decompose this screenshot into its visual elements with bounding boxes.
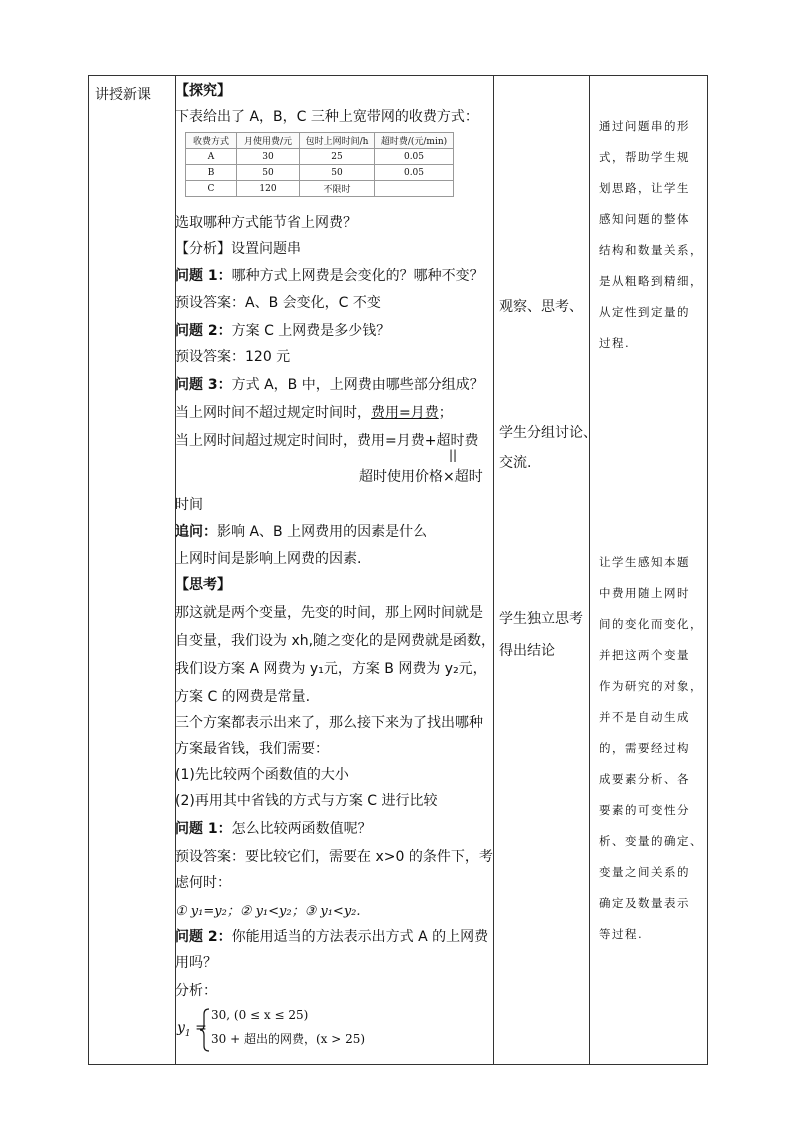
intent-line: 等过程. — [599, 927, 644, 941]
intent-line: 让学生感知本题 — [599, 555, 690, 569]
intent-line: 式，帮助学生规 — [599, 150, 690, 164]
question-label: 问题 1： — [175, 821, 232, 837]
fee-cell: 0.05 — [375, 165, 454, 181]
fee-header-cell: 收费方式 — [186, 133, 237, 149]
question-3 — [175, 374, 484, 394]
question-label: 问题 3： — [175, 377, 232, 393]
lesson-table — [88, 75, 708, 1065]
intent-line: 通过问题串的形 — [599, 119, 690, 133]
intent-line: 作为研究的对象， — [599, 679, 703, 693]
think-line: 我们设方案 A 网费为 y₁元，方案 B 网费为 y₂元， — [175, 661, 487, 677]
think-line: 方案最省钱，我们需要： — [175, 741, 329, 757]
q3-line1-underlined: 费用=月费 — [371, 405, 439, 421]
intent-line: 结构和数量关系， — [599, 243, 703, 257]
question-text: 哪种方式上网费是会变化的？哪种不变？ — [231, 268, 484, 284]
fee-cell: 50 — [300, 165, 375, 181]
fee-table — [185, 132, 454, 197]
q3-condition-4: 时间 — [175, 497, 203, 513]
think-line: (1)先比较两个函数值的大小 — [175, 767, 349, 783]
activity-text: 观察、思考、 — [499, 299, 583, 315]
problem-1-answer: 预设答案：要比较它们，需要在 x>0 的条件下，考 — [175, 849, 493, 865]
formula-case-2: 30 + 超出的网费，(x > 25) — [211, 1032, 366, 1046]
formula-sub: 1 — [184, 1028, 191, 1039]
followup-question — [175, 521, 427, 541]
fee-cell: 30 — [237, 149, 300, 165]
think-line: 方案 C 的网费是常量. — [175, 689, 311, 705]
intent-line: 成要素分析、各 — [599, 772, 690, 786]
intent-line: 从定性到定量的 — [599, 305, 690, 319]
followup-label: 追问： — [175, 524, 217, 540]
brace-icon — [199, 1008, 211, 1052]
fee-header-cell: 包时上网时间/h — [300, 133, 375, 149]
fee-header-cell: 超时费/(元/min) — [375, 133, 454, 149]
problem-2 — [175, 926, 488, 946]
intent-line: 的，需要经过构 — [599, 741, 690, 755]
equals-mark: || — [449, 448, 458, 462]
fee-cell: 120 — [237, 181, 300, 197]
piecewise-formula — [175, 1006, 495, 1056]
column-divider — [493, 76, 494, 1064]
answer-1: 预设答案：A、B 会变化，C 不变 — [175, 295, 381, 311]
intent-line: 划思路，让学生 — [599, 181, 690, 195]
intent-line: 感知问题的整体 — [599, 212, 690, 226]
fee-cell: 0.05 — [375, 149, 454, 165]
answer-2: 预设答案：120 元 — [175, 349, 291, 365]
fee-cell: 不限时 — [300, 181, 375, 197]
intent-line: 变量之间关系的 — [599, 865, 690, 879]
intent-line: 并把这两个变量 — [599, 648, 690, 662]
activity-text: 学生分组讨论、 — [499, 425, 597, 441]
intent-line: 中费用随上网时 — [599, 586, 690, 600]
question-label: 问题 2： — [175, 323, 232, 339]
analysis-label: 分析： — [175, 983, 217, 999]
fee-header-cell: 月使用费/元 — [237, 133, 300, 149]
activity-text: 交流. — [499, 455, 532, 471]
intro-text: 下表给出了 A，B，C 三种上宽带网的收费方式： — [175, 109, 479, 125]
table-row — [186, 181, 454, 197]
formula-case-1: 30, (0 ≤ x ≤ 25) — [211, 1008, 309, 1022]
table-row — [186, 149, 454, 165]
question-text: 你能用适当的方法表示出方式 A 的上网费 — [231, 929, 489, 945]
followup-text: 影响 A、B 上网费用的因素是什么 — [217, 524, 428, 540]
fee-cell — [375, 181, 454, 197]
q3-line1-post: ； — [438, 405, 453, 421]
question-text: 方案 C 上网费是多少钱？ — [231, 323, 391, 339]
question-text: 方式 A，B 中，上网费由哪些部分组成？ — [231, 377, 484, 393]
activity-text: 得出结论 — [499, 643, 555, 659]
fee-cell: B — [186, 165, 237, 181]
question-text: 怎么比较两函数值呢？ — [231, 821, 372, 837]
activity-text: 学生独立思考 — [499, 611, 583, 627]
think-title: 【思考】 — [175, 577, 231, 593]
intent-line: 并不是自动生成 — [599, 710, 690, 724]
question-1 — [175, 265, 484, 285]
think-line: 自变量，我们设为 xh,随之变化的是网费就是函数， — [175, 633, 496, 649]
intent-line: 是从粗略到精细， — [599, 274, 703, 288]
q3-condition-3: 超时使用价格×超时 — [359, 469, 483, 485]
formula-var: y — [177, 1020, 185, 1036]
formula-eq: = — [195, 1020, 207, 1036]
think-line: 三个方案都表示出来了，那么接下来为了找出哪种 — [175, 715, 483, 731]
q3-line1-pre: 当上网时间不超过规定时间时， — [175, 405, 371, 421]
fee-cell: A — [186, 149, 237, 165]
table-row — [186, 165, 454, 181]
intent-line: 要素的可变性分 — [599, 803, 690, 817]
question-2 — [175, 320, 390, 340]
comparison-cases: ① y₁=y₂；② y₁<y₂；③ y₁<y₂. — [175, 904, 361, 919]
stage-label: 讲授新课 — [95, 87, 151, 103]
followup-answer: 上网时间是影响上网费的因素. — [175, 551, 362, 567]
fee-cell: C — [186, 181, 237, 197]
fee-cell: 50 — [237, 165, 300, 181]
intent-line: 间的变化而变化， — [599, 617, 703, 631]
fee-cell: 25 — [300, 149, 375, 165]
think-line: (2)再用其中省钱的方式与方案 C 进行比较 — [175, 793, 438, 809]
problem-1-answer: 虑何时： — [175, 875, 231, 891]
question-label: 问题 1： — [175, 268, 232, 284]
analysis-title: 【分析】设置问题串 — [175, 241, 301, 257]
intent-line: 析、变量的确定、 — [599, 834, 703, 848]
q3-condition-1 — [175, 402, 453, 422]
question-label: 问题 2： — [175, 929, 232, 945]
think-line: 那这就是两个变量，先变的时间，那上网时间就是 — [175, 605, 483, 621]
fee-table-header — [186, 133, 454, 149]
problem-1 — [175, 818, 372, 838]
explore-title: 【探究】 — [175, 83, 231, 99]
column-divider — [589, 76, 590, 1064]
main-question: 选取哪种方式能节省上网费？ — [175, 215, 357, 231]
intent-line: 确定及数量表示 — [599, 896, 690, 910]
q3-condition-2: 当上网时间超过规定时间时，费用=月费+超时费 — [175, 433, 479, 449]
problem-2-cont: 用吗？ — [175, 955, 217, 971]
intent-line: 过程. — [599, 336, 631, 350]
